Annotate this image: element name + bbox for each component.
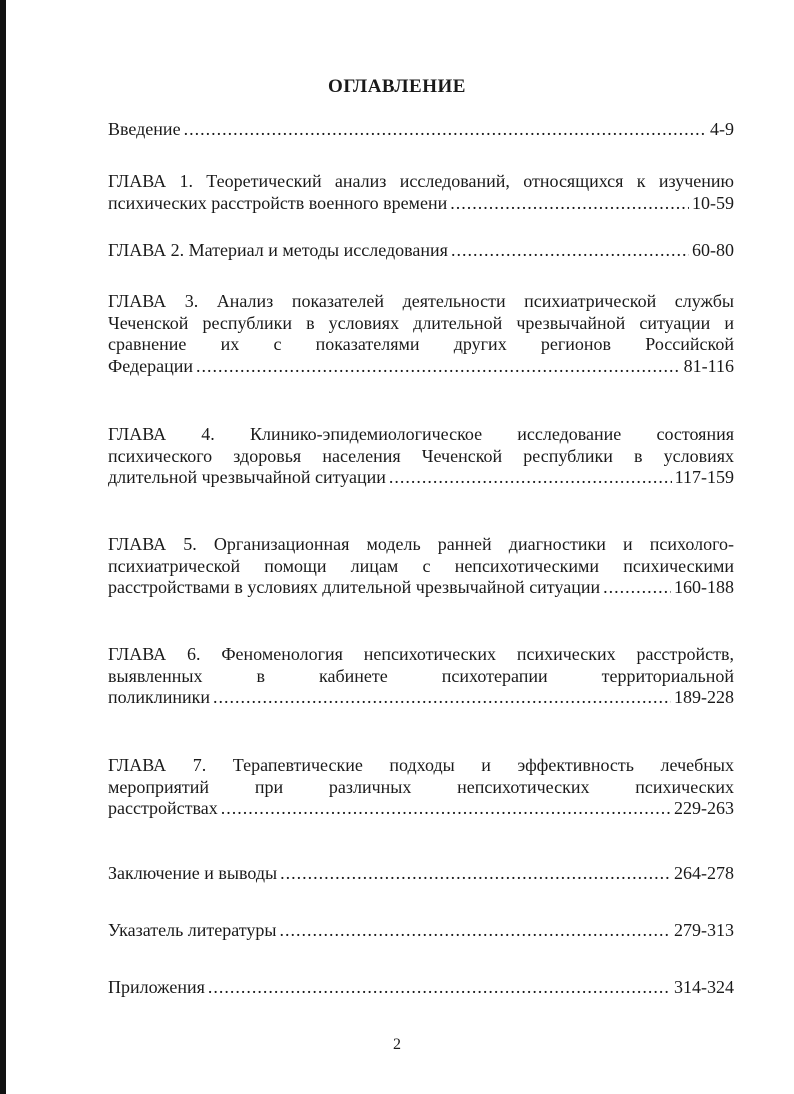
toc-entry-pages: 81-116 [683,355,734,376]
toc-entry-pages: 4-9 [710,119,734,139]
toc-entry-title-line: мероприятий при различных непсихотических психических [108,776,734,797]
toc-entry-pages: 314-324 [674,977,734,997]
dot-leader [603,577,671,599]
toc-entry-title-line: ГЛАВА 5. Организационная модель ранней диагностики и психолого- [108,534,734,554]
toc-entry-row [108,356,734,378]
page-number: 2 [393,1036,401,1053]
page-title: ОГЛАВЛЕНИЕ [328,76,466,97]
toc-entry-title: Введение [108,119,181,139]
dot-leader [280,920,671,942]
toc-entry-introduction[interactable] [108,119,734,141]
scan-edge [0,0,6,1094]
toc-entry-chapter-3[interactable] [108,291,734,377]
toc-entry-row [108,119,734,141]
toc-entry-chapter-4[interactable] [108,424,734,489]
toc-entry-row [108,467,734,489]
toc-entry-conclusion[interactable] [108,863,734,885]
toc-entry-title: Приложения [108,977,205,997]
toc-entry-title-line: ГЛАВА 6. Феноменология непсихотических психических расстройств, [108,644,734,664]
toc-entry-title-line: ГЛАВА 4. Клинико-эпидемиологическое исследование состояния [108,424,734,444]
toc-entry-row [108,863,734,885]
toc-entry-title: психических расстройств военного времени [108,192,448,213]
toc-entry-pages: 117-159 [674,467,734,487]
toc-entry-title: длительной чрезвычайной ситуации [108,467,386,487]
toc-entry-title-line: сравнение их с показателями других регионов Российской [108,334,734,354]
toc-entry-bibliography[interactable] [108,920,734,942]
toc-entry-pages: 189-228 [674,687,734,707]
toc-entry-chapter-2[interactable] [108,240,734,262]
toc-entry-pages: 229-263 [674,798,734,818]
toc-entry-title: Заключение и выводы [108,863,278,883]
toc-entry-pages: 160-188 [674,577,734,597]
dot-leader [450,193,689,215]
toc-entry-pages: 279-313 [674,920,734,940]
toc-entry-chapter-5[interactable] [108,534,734,599]
dot-leader [196,356,681,378]
toc-entry-row [108,687,734,709]
toc-entry-pages: 10-59 [692,192,734,213]
toc-entry-title-line: психического здоровья населения Чеченской республики в условиях [108,445,734,466]
toc-entry-chapter-1[interactable] [108,171,734,214]
toc-entry-chapter-6[interactable] [108,644,734,709]
dot-leader [280,863,671,885]
toc-entry-title-line: выявленных в кабинете психотерапии территориальной [108,665,734,686]
toc-entry-chapter-7[interactable] [108,755,734,820]
toc-entry-row [108,977,734,999]
toc-entry-title-line: ГЛАВА 7. Терапевтические подходы и эффективность лечебных [108,755,734,775]
toc-entry-row [108,798,734,820]
toc-entry-title: Федерации [108,355,194,376]
dot-leader [184,119,707,141]
toc-entry-title-line: ГЛАВА 3. Анализ показателей деятельности психиатрической службы [108,291,734,311]
toc-entry-title: ГЛАВА 2. Материал и методы исследования [108,240,448,260]
toc-entry-title: расстройствами в условиях длительной чрезвычайной ситуации [108,577,601,597]
toc-entry-title: расстройствах [108,798,218,818]
toc-entry-title-line: психиатрической помощи лицам с непсихотическими психическими [108,555,734,576]
dot-leader [208,977,671,999]
dot-leader [221,798,671,820]
toc-entry-pages: 60-80 [692,240,734,260]
toc-entry-title: Указатель литературы [108,920,277,940]
toc-entry-title-line: ГЛАВА 1. Теоретический анализ исследований, относящихся к изучению [108,171,734,191]
toc-entry-title: поликлиники [108,687,211,707]
toc-entry-row [108,577,734,599]
toc-entry-appendices[interactable] [108,977,734,999]
toc-entry-title-line: Чеченской республики в условиях длительной чрезвычайной ситуации и [108,312,734,333]
dot-leader [389,467,672,489]
toc-entry-row [108,193,734,215]
dot-leader [213,687,671,709]
toc-entry-row [108,240,734,262]
toc-entry-pages: 264-278 [674,863,734,883]
toc-entry-row [108,920,734,942]
dot-leader [451,240,689,262]
